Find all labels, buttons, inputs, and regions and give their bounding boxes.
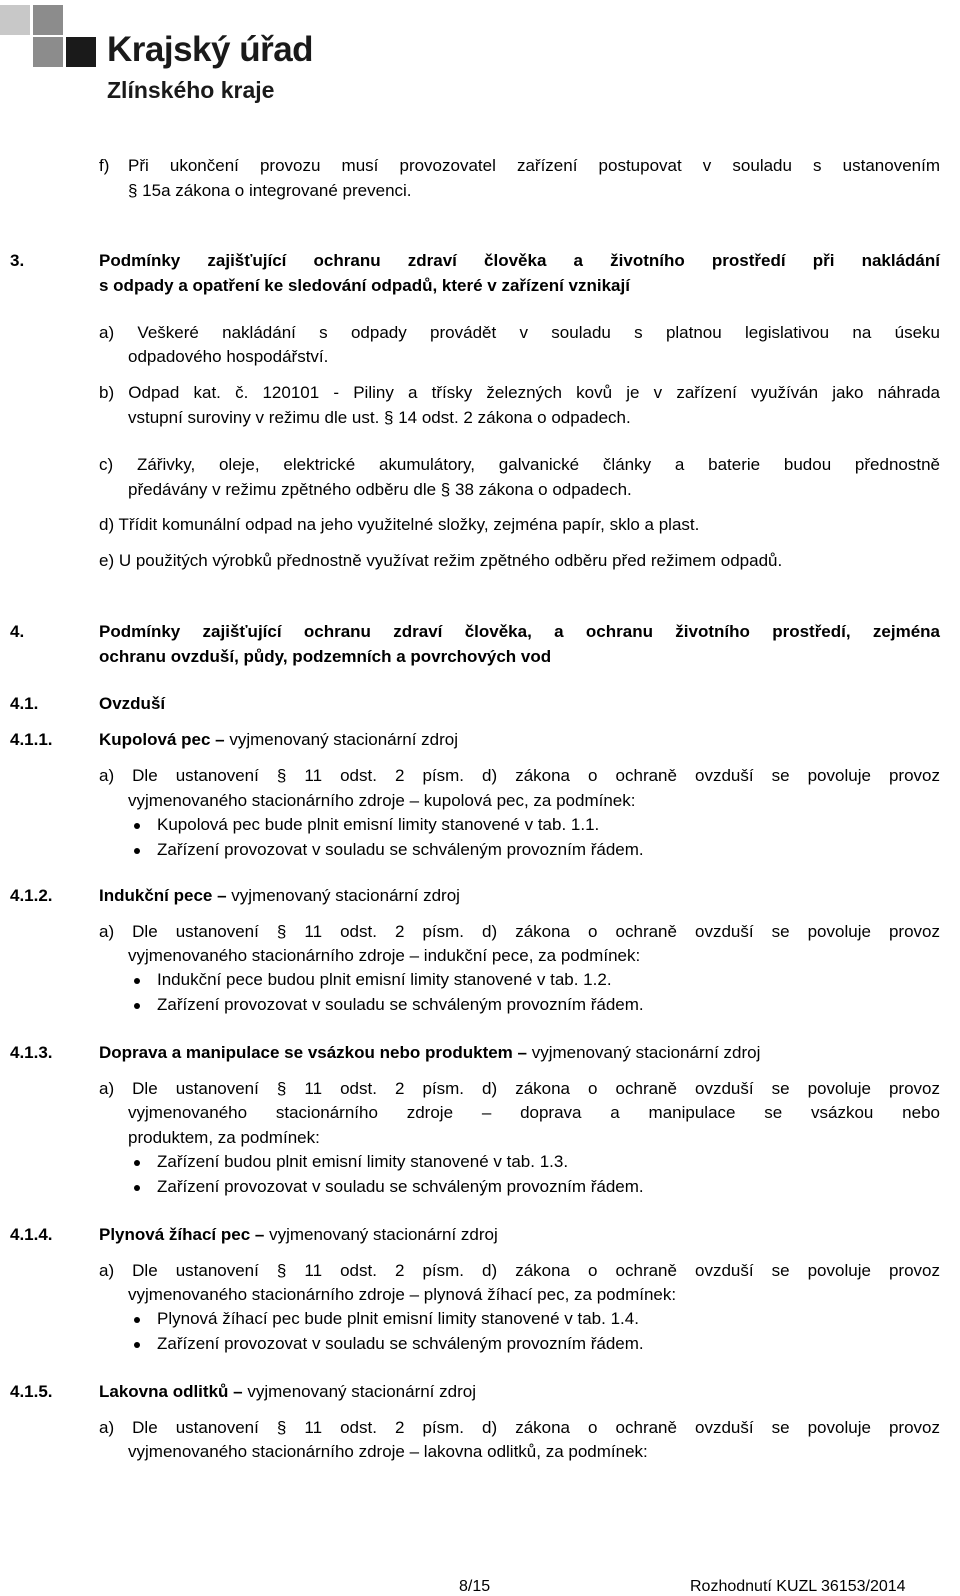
section-4-1-1-number: 4.1.1.: [10, 730, 53, 749]
section-4-1-5-heading: [99, 1382, 476, 1402]
bullet-icon: [134, 1160, 140, 1166]
section-4-1-3-number: 4.1.3.: [10, 1043, 53, 1062]
item-412a-line1: a) Dle ustanovení § 11 odst. 2 písm. d) zákona o ochraně ovzduší se povoluje provoz: [99, 922, 940, 941]
bullet-icon: [134, 1342, 140, 1348]
item-3e: e) U použitých výrobků přednostně využívat režim zpětného odběru před režimem odpadů.: [99, 551, 783, 570]
item-413a-line2: vyjmenovaného stacionárního zdroje – doprava a manipulace se vsázkou nebo: [128, 1103, 940, 1122]
item-f-line1: Při ukončení provozu musí provozovatel zařízení postupovat v souladu s ustanovením: [128, 156, 940, 175]
section-4-1-5-title: Lakovna odlitků –: [99, 1382, 243, 1401]
item-411-bullet2: Zařízení provozovat v souladu se schváleným provozním řádem.: [157, 840, 644, 859]
logo-square-mid-2: [33, 37, 63, 67]
item-3b-line1: b) Odpad kat. č. 120101 - Piliny a třísky železných kovů je v zařízení využíván jako náhrada: [99, 383, 940, 402]
section-4-1-3-title: Doprava a manipulace se vsázkou nebo produktem –: [99, 1043, 527, 1062]
section-4-1-1-subtitle: vyjmenovaný stacionární zdroj: [224, 730, 459, 749]
section-4-1-5-subtitle: vyjmenovaný stacionární zdroj: [242, 1382, 476, 1401]
item-414-bullet2: Zařízení provozovat v souladu se schváleným provozním řádem.: [157, 1334, 644, 1353]
section-3-number: 3.: [10, 251, 25, 270]
document-reference: Rozhodnutí KUZL 36153/2014: [690, 1578, 906, 1595]
section-4-1-2-title: Indukční pece –: [99, 886, 227, 905]
logo-square-mid: [33, 5, 63, 35]
section-3-title-line1: Podmínky zajišťující ochranu zdraví člověka a životního prostředí při nakládání: [99, 251, 940, 270]
logo-subtitle: Zlínského kraje: [107, 77, 275, 103]
section-4-1-1-title: Kupolová pec –: [99, 730, 225, 749]
item-f-line2: § 15a zákona o integrované prevenci.: [128, 181, 412, 200]
item-3d: d) Třídit komunální odpad na jeho využitelné složky, zejména papír, sklo a plast.: [99, 515, 700, 534]
logo-square-light: [0, 5, 30, 35]
section-4-1-2-number: 4.1.2.: [10, 886, 53, 905]
item-411-bullet1: Kupolová pec bude plnit emisní limity stanovené v tab. 1.1.: [157, 815, 600, 834]
item-414-bullet1: Plynová žíhací pec bude plnit emisní limity stanovené v tab. 1.4.: [157, 1309, 639, 1328]
section-4-1-number: 4.1.: [10, 694, 39, 713]
item-412a-line2: vyjmenovaného stacionárního zdroje – indukční pece, za podmínek:: [128, 946, 641, 965]
item-3c-line2: předávány v režimu zpětného odběru dle § 38 zákona o odpadech.: [128, 480, 632, 499]
bullet-icon: [134, 1003, 140, 1009]
logo-title: Krajský úřad: [107, 30, 314, 69]
section-4-number: 4.: [10, 622, 25, 641]
item-414a-line2: vyjmenovaného stacionárního zdroje – plynová žíhací pec, za podmínek:: [128, 1285, 677, 1304]
item-412-bullet2: Zařízení provozovat v souladu se schváleným provozním řádem.: [157, 995, 644, 1014]
section-4-title-line1: Podmínky zajišťující ochranu zdraví člověka, a ochranu životního prostředí, zejména: [99, 622, 940, 641]
bullet-icon: [134, 978, 140, 984]
section-4-1-3-heading: [99, 1043, 760, 1063]
section-4-1-2-heading: [99, 886, 460, 906]
section-4-1-1-heading: [99, 730, 458, 750]
section-4-1-4-heading: [99, 1225, 498, 1245]
section-3-title-line2: s odpady a opatření ke sledování odpadů, které v zařízení vznikají: [99, 276, 630, 295]
bullet-icon: [134, 1185, 140, 1191]
section-4-1-5-number: 4.1.5.: [10, 1382, 53, 1401]
item-415a-line1: a) Dle ustanovení § 11 odst. 2 písm. d) zákona o ochraně ovzduší se povoluje provoz: [99, 1418, 940, 1437]
bullet-icon: [134, 1317, 140, 1323]
item-413-bullet1: Zařízení budou plnit emisní limity stanovené v tab. 1.3.: [157, 1152, 569, 1171]
section-4-1-4-subtitle: vyjmenovaný stacionární zdroj: [264, 1225, 498, 1244]
item-3b-line2: vstupní suroviny v režimu dle ust. § 14 odst. 2 zákona o odpadech.: [128, 408, 631, 427]
item-413-bullet2: Zařízení provozovat v souladu se schváleným provozním řádem.: [157, 1177, 644, 1196]
item-f-marker: f): [99, 156, 110, 175]
item-412-bullet1: Indukční pece budou plnit emisní limity stanovené v tab. 1.2.: [157, 970, 612, 989]
page-number: 8/15: [459, 1578, 491, 1595]
logo-square-dark: [66, 37, 96, 67]
section-4-1-3-subtitle: vyjmenovaný stacionární zdroj: [526, 1043, 761, 1062]
section-4-1-2-subtitle: vyjmenovaný stacionární zdroj: [226, 886, 460, 905]
item-414a-line1: a) Dle ustanovení § 11 odst. 2 písm. d) zákona o ochraně ovzduší se povoluje provoz: [99, 1261, 940, 1280]
section-4-1-title: Ovzduší: [99, 694, 166, 713]
item-3a-line1: a) Veškeré nakládání s odpady provádět v souladu s platnou legislativou na úseku: [99, 323, 940, 342]
item-413a-line1: a) Dle ustanovení § 11 odst. 2 písm. d) zákona o ochraně ovzduší se povoluje provoz: [99, 1079, 940, 1098]
item-413a-line3: produktem, za podmínek:: [128, 1128, 320, 1147]
section-4-title-line2: ochranu ovzduší, půdy, podzemních a povrchových vod: [99, 647, 552, 666]
bullet-icon: [134, 823, 140, 829]
item-411a-line1: a) Dle ustanovení § 11 odst. 2 písm. d) zákona o ochraně ovzduší se povoluje provoz: [99, 766, 940, 785]
section-4-1-4-title: Plynová žíhací pec –: [99, 1225, 265, 1244]
item-3a-line2: odpadového hospodářství.: [128, 347, 329, 366]
bullet-icon: [134, 848, 140, 854]
section-4-1-4-number: 4.1.4.: [10, 1225, 53, 1244]
item-3c-line1: c) Zářivky, oleje, elektrické akumulátory, galvanické články a baterie budou přednostně: [99, 455, 940, 474]
item-415a-line2: vyjmenovaného stacionárního zdroje – lakovna odlitků, za podmínek:: [128, 1442, 648, 1461]
krajsky-urad-logo: [0, 0, 330, 115]
item-411a-line2: vyjmenovaného stacionárního zdroje – kupolová pec, za podmínek:: [128, 791, 636, 810]
